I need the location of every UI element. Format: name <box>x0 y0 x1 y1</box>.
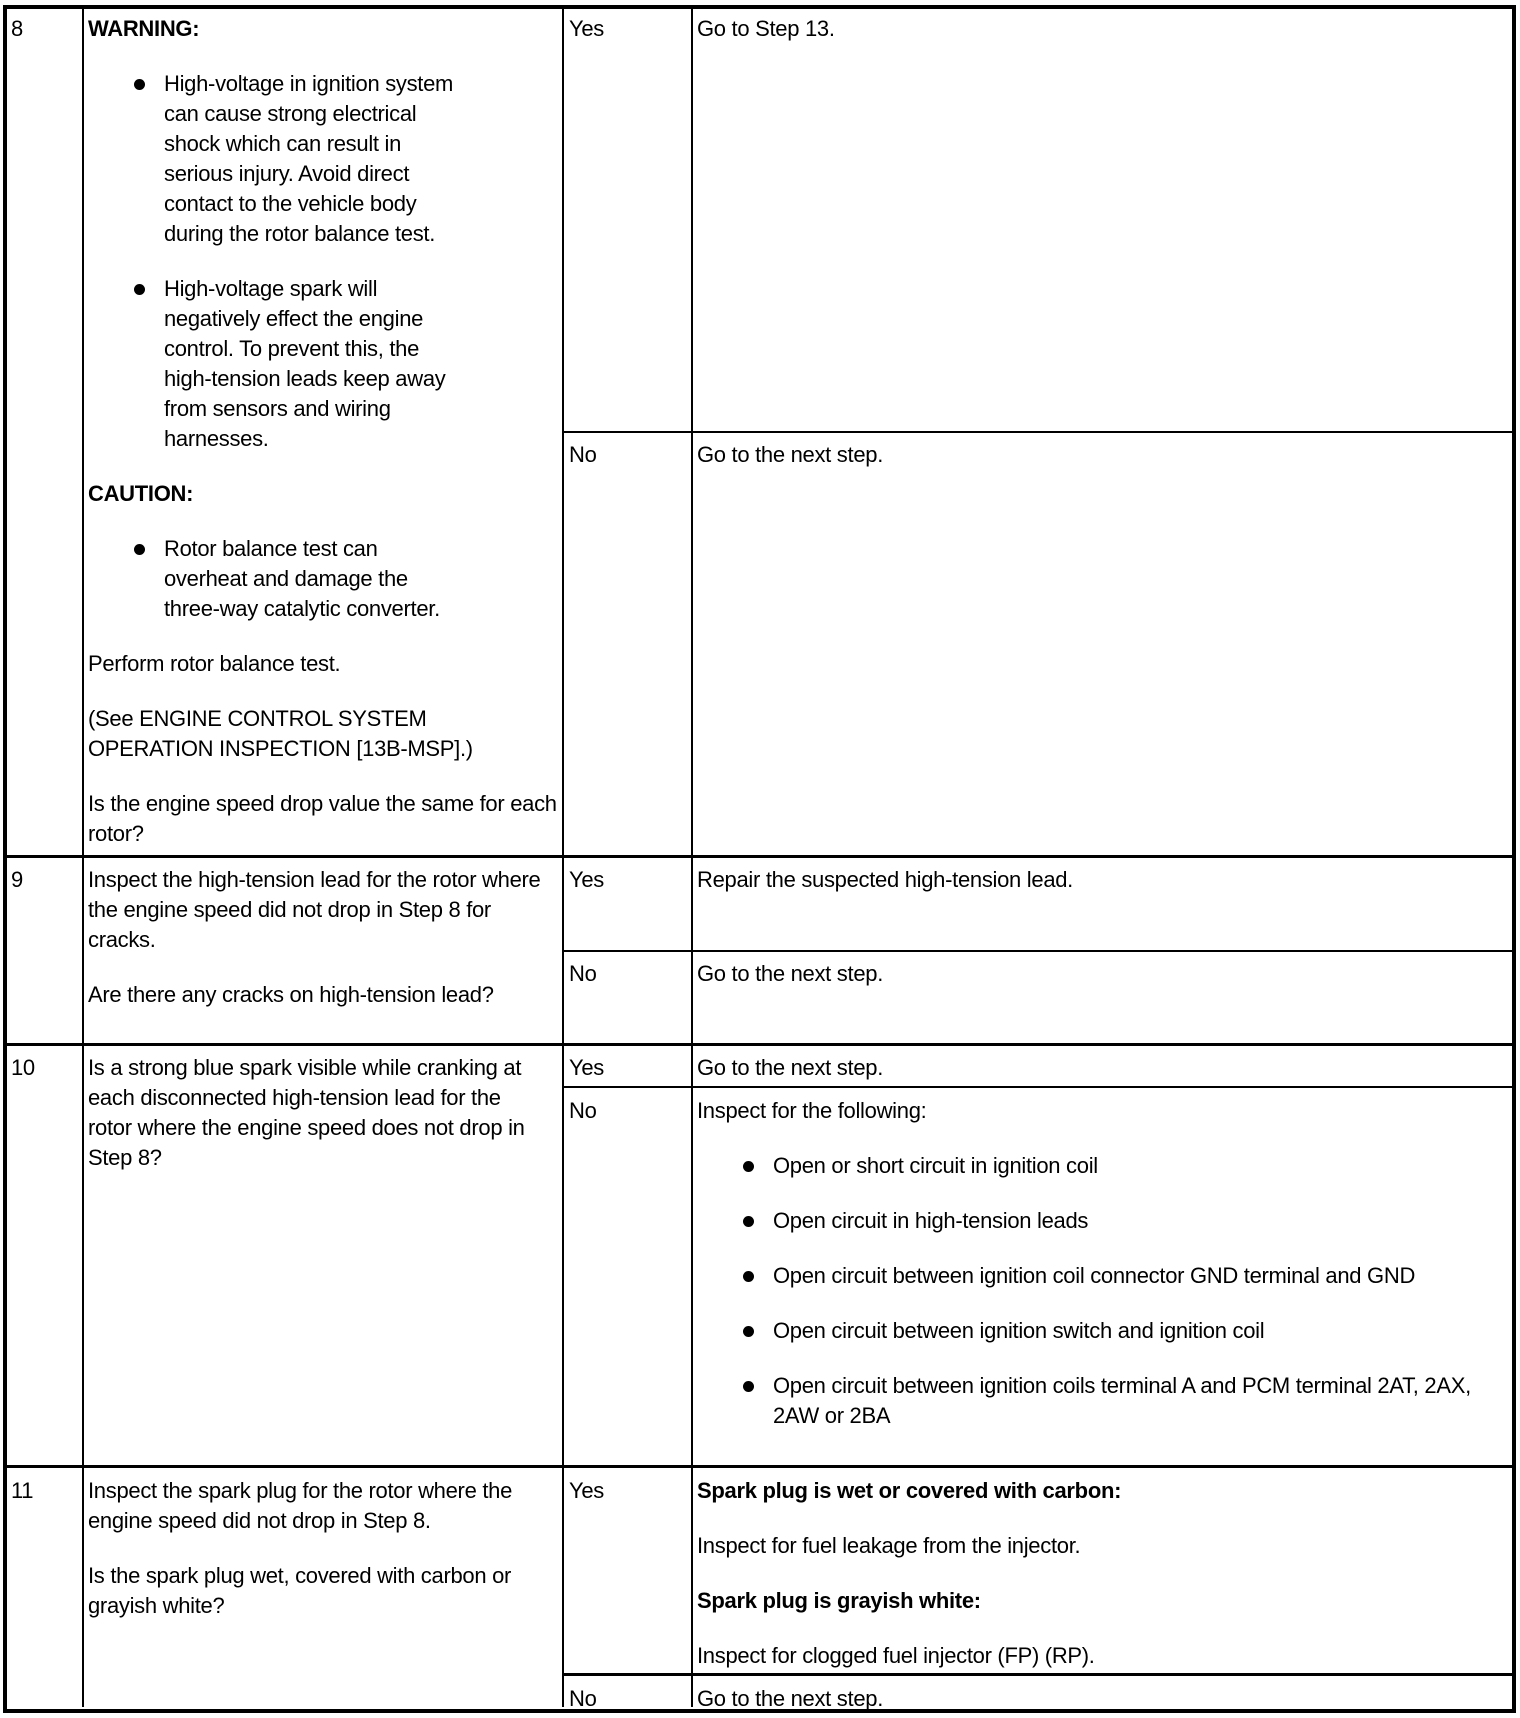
paragraph: Inspect for clogged fuel injector (FP) (RP). <box>697 1643 1095 1668</box>
action-yes: Go to the next step. <box>697 1055 884 1080</box>
row-divider <box>3 1465 1513 1468</box>
warning-list <box>88 69 558 454</box>
step-description <box>88 1476 560 1621</box>
list-item: High-voltage in ignition system can cause strong electrical shock which can result in serious injury. Avoid direct contact to the vehicle body during the rotor balance test. <box>88 69 464 249</box>
list-item: High-voltage spark will negatively effect the engine control. To prevent this, the high-tension leads keep away from sensors and wiring harnesses. <box>88 274 464 454</box>
answer-yes: Yes <box>569 867 604 892</box>
paragraph: Is a strong blue spark visible while cranking at each disconnected high-tension lead for the rotor where the engine speed does not drop in Step 8? <box>88 1055 525 1170</box>
paragraph: (See ENGINE CONTROL SYSTEM OPERATION INSPECTION [13B-MSP].) <box>88 706 473 761</box>
paragraph: Inspect for fuel leakage from the injector. <box>697 1533 1081 1558</box>
answer-divider <box>562 950 1513 952</box>
answer-no: No <box>569 961 597 986</box>
list-item: Rotor balance test can overheat and damage the three-way catalytic converter. <box>88 534 464 624</box>
action-yes: Repair the suspected high-tension lead. <box>697 867 1073 892</box>
step-description <box>88 14 558 849</box>
list-item: Open circuit in high-tension leads <box>697 1206 1497 1236</box>
action-no <box>697 1096 1497 1456</box>
bullet-icon <box>743 1326 754 1337</box>
inspection-list <box>697 1151 1497 1431</box>
bullet-icon <box>743 1161 754 1172</box>
paragraph: Perform rotor balance test. <box>88 651 341 676</box>
paragraph: Inspect the high-tension lead for the rotor where the engine speed did not drop in Step 8 for cracks. <box>88 867 541 952</box>
answer-no: No <box>569 1686 597 1711</box>
bullet-icon <box>134 79 145 90</box>
action-no: Go to the next step. <box>697 442 884 467</box>
answer-divider <box>562 431 1513 433</box>
paragraph: Is the engine speed drop value the same for each rotor? <box>88 791 557 846</box>
bullet-icon <box>134 544 145 555</box>
condition-heading: Spark plug is wet or covered with carbon: <box>697 1478 1122 1503</box>
answer-no: No <box>569 442 597 467</box>
answer-yes: Yes <box>569 1055 604 1080</box>
paragraph: Is the spark plug wet, covered with carbon or grayish white? <box>88 1563 512 1618</box>
action-no: Go to the next step. <box>697 961 884 986</box>
bullet-icon <box>743 1381 754 1392</box>
answer-yes: Yes <box>569 1478 604 1503</box>
paragraph: Inspect the spark plug for the rotor where the engine speed did not drop in Step 8. <box>88 1478 512 1533</box>
action-yes <box>697 1476 1497 1671</box>
step-number: 11 <box>11 1478 34 1503</box>
row-divider <box>3 855 1513 858</box>
list-item: Open circuit between ignition switch and ignition coil <box>697 1316 1497 1346</box>
list-item: Open circuit between ignition coils terminal A and PCM terminal 2AT, 2AX, 2AW or 2BA <box>697 1371 1513 1431</box>
step-number: 8 <box>11 16 23 41</box>
caution-label: CAUTION: <box>88 481 194 506</box>
step-number: 10 <box>11 1055 35 1080</box>
row-divider <box>3 1043 1513 1046</box>
bullet-icon <box>743 1216 754 1227</box>
step-description <box>88 1053 548 1173</box>
bullet-icon <box>134 284 145 295</box>
step-description <box>88 865 558 1010</box>
answer-no: No <box>569 1098 597 1123</box>
step-number: 9 <box>11 867 23 892</box>
answer-divider <box>562 1673 1513 1676</box>
action-yes: Go to Step 13. <box>697 16 835 41</box>
action-no: Go to the next step. <box>697 1686 884 1711</box>
answer-divider <box>562 1086 1513 1088</box>
list-item: Open circuit between ignition coil connector GND terminal and GND <box>697 1261 1493 1291</box>
list-item: Open or short circuit in ignition coil <box>697 1151 1497 1181</box>
paragraph: Inspect for the following: <box>697 1098 927 1123</box>
paragraph: Are there any cracks on high-tension lead? <box>88 982 494 1007</box>
condition-heading: Spark plug is grayish white: <box>697 1588 981 1613</box>
warning-label: WARNING: <box>88 16 200 41</box>
caution-list <box>88 534 558 624</box>
bullet-icon <box>743 1271 754 1282</box>
answer-yes: Yes <box>569 16 604 41</box>
